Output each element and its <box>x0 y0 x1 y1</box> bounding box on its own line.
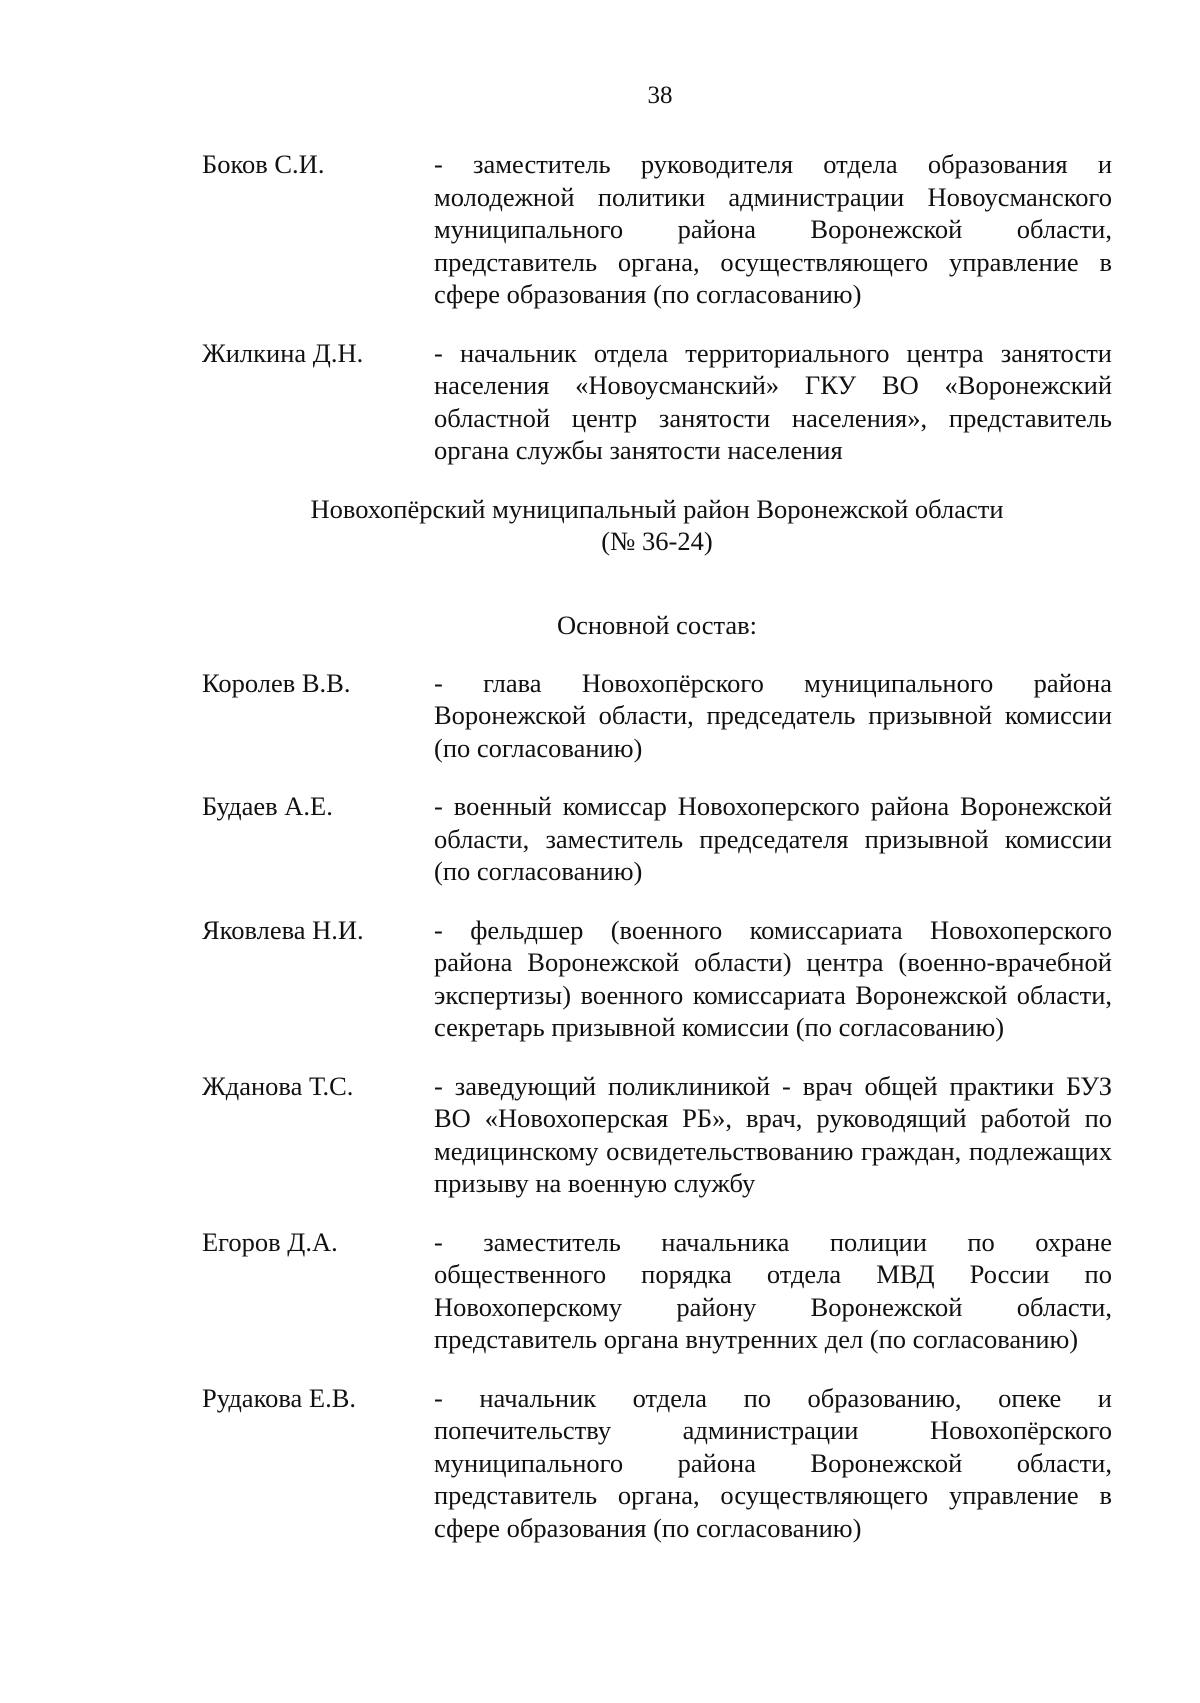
member-entry <box>202 790 1112 888</box>
document-body <box>202 148 1112 1570</box>
section-code: (№ 36-24) <box>601 526 713 556</box>
section-subtitle: Основной состав: <box>556 609 758 640</box>
member-position: - заместитель начальника полиции по охране общественного порядка отдела МВД России по Новохоперскому району Воронежской области, представитель органа внутренних дел (по согласованию) <box>434 1226 1112 1354</box>
member-position: - заведующий поликлиникой - врач общей практики БУЗ ВО «Новохоперская РБ», врач, руководящий работой по медицинскому освидетельствованию граждан, подлежащих призыву на военную службу <box>434 1070 1112 1198</box>
member-position: - начальник отдела территориального центра занятости населения «Новоусманский» ГКУ ВО «Воронежский областной центр занятости населения», представитель органа службы занятости населения <box>434 337 1112 465</box>
member-position: - военный комиссар Новохоперского района Воронежской области, заместитель председателя призывной комиссии (по согласованию) <box>434 791 1112 886</box>
member-entry <box>202 1382 1112 1545</box>
member-name: Рудакова Е.В. <box>202 1382 357 1413</box>
member-name: Егоров Д.А. <box>202 1226 338 1257</box>
member-position: - глава Новохопёрского муниципального района Воронежской области, председатель призывной комиссии (по согласованию) <box>434 667 1112 763</box>
member-name: Королев В.В. <box>202 667 351 698</box>
member-name: Жилкина Д.Н. <box>202 337 364 368</box>
member-entry <box>202 914 1112 1044</box>
member-name: Будаев А.Е. <box>202 791 333 821</box>
member-name: Яковлева Н.И. <box>202 914 364 945</box>
section-title-line: Новохопёрский муниципальный район Воронежской области <box>310 493 1004 524</box>
member-name: Боков С.И. <box>202 149 325 179</box>
member-position: - заместитель руководителя отдела образования и молодежной политики администрации Новоусманского муниципального района Воронежской области, представитель органа, осуществляющего управление в сфере образования (по согласованию) <box>434 149 1112 309</box>
member-position: - фельдшер (военного комиссариата Новохоперского района Воронежской области) центра (военно-врачебной экспертизы) военного комиссариата Воронежской области, секретарь призывной комиссии (по согласованию) <box>434 914 1112 1042</box>
member-entry <box>202 148 1112 311</box>
member-name: Жданова Т.С. <box>202 1070 354 1101</box>
member-position: - начальник отдела по образованию, опеке и попечительству администрации Новохопёрского муниципального района Воронежской области, представитель органа, осуществляющего управление в сфере образования (по согласованию) <box>434 1382 1112 1543</box>
member-entry <box>202 1226 1112 1356</box>
member-entry <box>202 667 1112 765</box>
section-title <box>202 493 1112 558</box>
member-entry <box>202 337 1112 467</box>
page-number: 38 <box>647 82 673 109</box>
member-entry <box>202 1070 1112 1200</box>
